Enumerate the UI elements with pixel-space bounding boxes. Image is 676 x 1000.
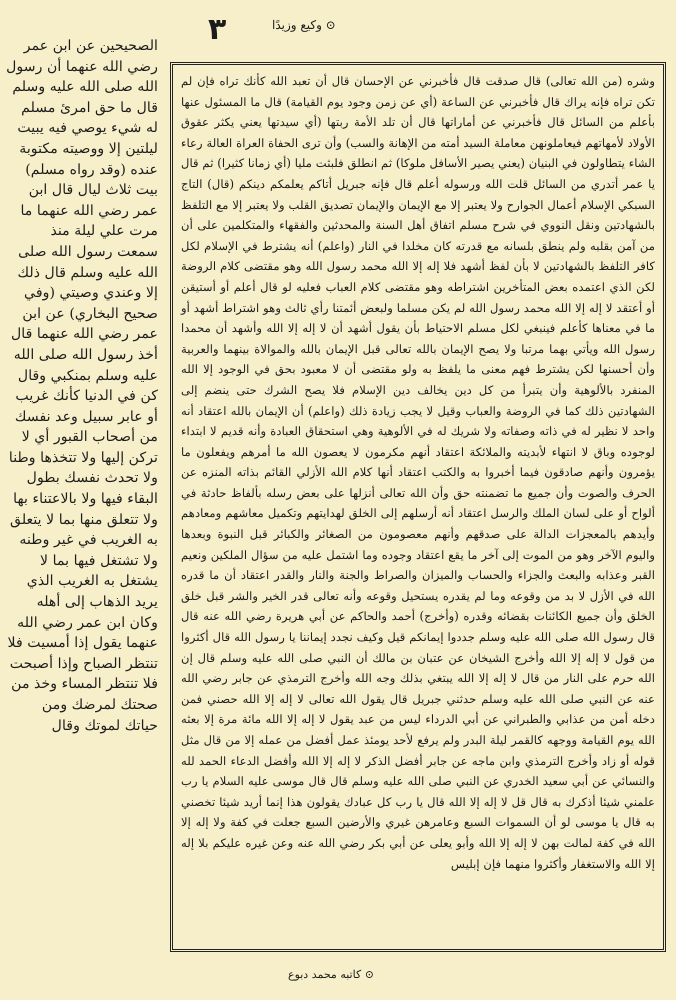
main-text: وشره (من الله تعالى) قال صدقت قال فأخبرني عن الإحسان قال أن تعبد الله كأنك تراه فإن لم تكن تراه فإنه يراك قال فأخبرني عن الساعة (أي عن زمن وجود يوم القيامة) قال ما المسئول عنها بأعلم من السائل قال فأخبرني عن أماراتها قال أن تلد الأمة ربتها (أي سيدتها يعني يكثر عقوق الأولاد لأمهاتهم فيعاملونهن معاملة السيد أمته من الإهانة والسب) وأن ترى الحفاة العراة العالة رعاء الشاء يتطاولون في البنيان (يعني يصير الأسافل ملوكا) ثم انطلق فلبثت مليا (أي زمانا كثيرا) ثم قال يا عمر أتدري من السائل قلت الله ورسوله أعلم قال فإنه جبريل أتاكم يعلمكم دينكم (قال) التاج السبكي الإسلام أعمال الجوارح ولا يعتبر إلا مع الإيمان والإيمان تصديق القلب ولا يعتبر إلا مع التلفظ بالشهادتين ونقل النووي في شرح مسلم اتفاق أهل السنة والمحدثين والفقهاء والمتكلمين على أن من آمن بقلبه ولم ينطق بلسانه مع قدرته كان مخلدا في النار (واعلم) أنه يشترط في الإسلام لكل كافر التلفظ بالشهادتين لا بأن لفظ أشهد فلا إله إلا الله محمد رسول الله وهو مقتضى كلام الروضة لكن الذي اعتمده بعض المتأخرين اشتراطه وهو مقتضى كلام العباب فعليه لو قال أعلم أو أستيقن أو أعتقد لا إله إلا الله محمد رسول الله لم يكن مسلما ولبعض أئمتنا رأي ثالث وهو اشتراط أشهد أو ما في معناها كأعلم فينبغي لكل مسلم الاحتياط بأن يقول أشهد أن لا إله إلا الله وأشهد أن محمدا رسول الله ويأتي بهما مرتبا ولا يصح الإيمان بالله تعالى قبل الإيمان بالله والموالاة بينهما والعربية وأن أحسنها لكن يشترط فهم معنى ما يلفظ به ولو مقتضى أن لا معبود بحق في الوجود إلا الله المنفرد بالألوهية وأن يتبرأ من كل دين يخالف دين الإسلام فلا يصح الشرك حتى ينضم إلى الشهادتين ذلك كما في الروضة والعباب وقيل لا يجب زيادة ذلك (واعلم) أن الإيمان بالله اعتقاد أنه واحد لا نظير له في ذاته وصفاته ولا شريك له في الألوهية وهي استحقاق العبادة وأنه قديم لا ابتداء لوجوده وباق لا انتهاء لأبديته والملائكة اعتقاد أنهم مكرمون لا يعصون الله ما أمرهم ويفعلون ما يؤمرون وأنهم صادقون فيما أخبروا به والكتب اعتقاد أنها كلام الله الأزلي القائم بذاته المنزه عن الحرف والصوت وأن جميع ما تضمنته حق وأن الله تعالى أنزلها على بعض رسله بألفاظ حادثة في ألواح أو على لسان الملك والرسل اعتقاد أنه أرسلهم إلى الخلق لهدايتهم وتكميل معاشهم ومعادهم وأيدهم بالمعجزات الدالة على صدقهم وأنهم معصومون من الصغائر والكبائر قبل النبوة وبعدها واليوم الآخر وهو من الموت إلى آخر ما يقع اعتقاد وجوده وما اشتمل عليه من سؤال الملكين ونعيم القبر وعذابه والبعث والجزاء والحساب والميزان والصراط والجنة والنار والقدر اعتقاد أن ما قدره الله في الأزل لا بد من وقوعه وما لم يقدره يستحيل وقوعه وأنه تعالى قدر الخير والشر قبل خلق الخلق وأن جميع الكائنات بقضائه وقدره (وأخرج) أحمد والحاكم عن أبي هريرة رضي الله عنه قال قال رسول الله صلى الله عليه وسلم جددوا إيمانكم قيل وكيف نجدد إيماننا يا رسول الله قال أكثروا من قول لا إله إلا الله وأخرج الشيخان عن عتبان بن مالك أن النبي صلى الله عليه وسلم قال إن الله حرم على النار من قال لا إله إلا الله يبتغي بذلك وجه الله وأخرج الترمذي عن جابر رضي الله عنه عن النبي صلى الله عليه وسلم حدثني جبريل قال يقول الله تعالى لا إله إلا الله حصني فمن دخله أمن من عذابي والطبراني عن أبي الدرداء ليس من عبد يقول لا إله إلا الله مائة مرة إلا بعثه الله يوم القيامة ووجهه كالقمر ليلة البدر ولم يرفع لأحد يومئذ عمل أفضل من عمله إلا من قال مثل قوله أو زاد وأخرج الترمذي وابن ماجه عن جابر أفضل الذكر لا إله إلا الله وأفضل الدعاء الحمد لله والنسائي عن أبي سعيد الخدري عن النبي صلى الله عليه وسلم قال قال موسى عليه السلام يا رب علمني شيئا أذكرك به قال قل لا إله إلا الله قال يا رب كل عبادك يقولون هذا إنما أريد شيئا تخصني به قال يا موسى لو أن السموات السبع وعامرهن غيري والأرضين السبع جعلت في كفة ولا إله إلا الله في كفة لمالت بهن لا إله إلا الله وأبو يعلى عن أبي بكر رضي الله عنه وعن غيره عليكم بلا إله إلا الله والاستغفار وأكثروا منهما فإن إبليس bbox=[181, 74, 655, 871]
footer-note: ⊙ كاتبه محمد دبوع bbox=[288, 968, 374, 981]
header-note: ⊙ وكيع وزيدًا bbox=[272, 18, 336, 32]
margin-commentary: الصحيحين عن ابن عمر رضي الله عنهما أن رسول الله صلى الله عليه وسلم قال ما حق امرئ مسلم له شيء يوصي فيه يبيت ليلتين إلا ووصيته مكتوبة عنده (وقد رواه مسلم) بيت ثلاث ليال قال ابن عمر رضي الله عنهما ما مرت علي ليلة منذ سمعت رسول الله صلى الله عليه وسلم قال ذلك إلا وعندي وصيتي (وفي صحيح البخاري) عن ابن عمر رضي الله عنهما قال أخذ رسول الله صلى الله عليه وسلم بمنكبي وقال كن في الدنيا كأنك غريب أو عابر سبيل وعد نفسك من أصحاب القبور أي لا تركن إليها ولا تتخذها وطنا ولا تحدث نفسك بطول البقاء فيها ولا بالاعتناء بها ولا تتعلق منها بما لا يتعلق به الغريب في غير وطنه ولا تشتغل فيها بما لا يشتغل به الغريب الذي يريد الذهاب إلى أهله وكان ابن عمر رضي الله عنهما يقول إذا أمسيت فلا تنتظر الصباح وإذا أصبحت فلا تنتظر المساء وخذ من صحتك لمرضك ومن حياتك لموتك وقال bbox=[6, 38, 158, 734]
page-number: ٣ bbox=[208, 12, 227, 47]
main-text-frame bbox=[170, 62, 666, 952]
